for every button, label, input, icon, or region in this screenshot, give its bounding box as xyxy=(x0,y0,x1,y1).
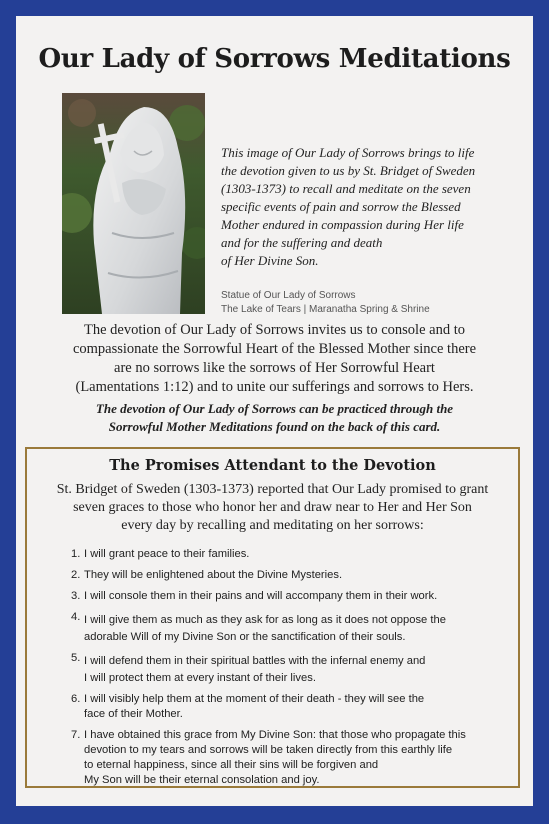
caption-line: Statue of Our Lady of Sorrows xyxy=(221,290,356,301)
promises-list xyxy=(71,547,511,794)
prayer-card xyxy=(16,16,533,806)
devotion-line: compassionate the Sorrowful Heart of the Blessed Mother since there xyxy=(72,341,477,357)
photo-caption xyxy=(221,289,430,317)
intro-line: specific events of pain and sorrow the Blessed xyxy=(221,199,461,214)
promise-item xyxy=(71,568,511,583)
devotion-line: The devotion of Our Lady of Sorrows invites us to console and to xyxy=(84,322,465,338)
promise-line: I will grant peace to their families. xyxy=(84,548,250,560)
intro-line: of Her Divine Son. xyxy=(221,253,319,268)
intro-line: (1303-1373) to recall and meditate on the seven xyxy=(221,181,471,196)
promise-line: devotion to my tears and sorrows will be taken directly from this earthly life xyxy=(84,744,453,756)
promise-number: 3. xyxy=(71,590,81,602)
intro-line: the devotion given to us by St. Bridget of Sweden xyxy=(221,163,476,178)
intro-line: and for the suffering and death xyxy=(221,235,383,250)
promise-line: adorable Will of my Divine Son or the sanctification of their souls. xyxy=(84,631,406,643)
promise-line: I will visibly help them at the moment of their death - they will see the xyxy=(84,693,425,705)
promise-number: 7. xyxy=(71,729,81,741)
promise-line: My Son will be their eternal consolation and joy. xyxy=(84,774,320,786)
promise-item xyxy=(71,610,511,645)
promises-intro xyxy=(33,481,512,535)
promise-item xyxy=(71,692,511,722)
intro-line: This image of Our Lady of Sorrows brings to life xyxy=(221,145,475,160)
statue-photo xyxy=(62,93,205,314)
promise-item xyxy=(71,728,511,788)
promise-line: I will give them as much as they ask for as long as it does not oppose the xyxy=(84,614,446,626)
promises-intro-line: St. Bridget of Sweden (1303-1373) reported that Our Lady promised to grant xyxy=(56,482,489,497)
intro-line: Mother endured in compassion during Her life xyxy=(221,217,464,232)
caption-line: The Lake of Tears | Maranatha Spring & Shrine xyxy=(221,304,430,315)
promise-number: 5. xyxy=(71,652,81,664)
page-title: Our Lady of Sorrows Meditations xyxy=(38,44,511,74)
promises-intro-line: seven graces to those who honor her and draw near to Her and Her Son xyxy=(73,500,472,515)
practice-line: Sorrowful Mother Meditations found on the back of this card. xyxy=(108,419,441,434)
promise-line: I have obtained this grace from My Divine Son: that those who propagate this xyxy=(84,729,466,741)
promise-line: They will be enlightened about the Divine Mysteries. xyxy=(84,569,343,581)
promise-item xyxy=(71,651,511,686)
promise-line: face of their Mother. xyxy=(84,708,183,720)
intro-text xyxy=(221,144,501,270)
promise-item xyxy=(71,589,511,604)
promises-title: The Promises Attendant to the Devotion xyxy=(109,457,436,474)
devotion-line: (Lamentations 1:12) and to unite our sufferings and sorrows to Hers. xyxy=(75,379,474,395)
promise-number: 6. xyxy=(71,693,81,705)
practice-line: The devotion of Our Lady of Sorrows can be practiced through the xyxy=(95,401,454,416)
promise-item xyxy=(71,547,511,562)
promise-line: I will defend them in their spiritual battles with the infernal enemy and xyxy=(84,655,426,667)
promise-line: I will protect them at every instant of their lives. xyxy=(84,672,316,684)
promises-box xyxy=(25,447,520,788)
devotion-line: are no sorrows like the sorrows of Her Sorrowful Heart xyxy=(114,360,435,376)
promise-number: 1. xyxy=(71,548,81,560)
promise-number: 4. xyxy=(71,611,81,623)
promise-number: 2. xyxy=(71,569,81,581)
devotion-paragraph xyxy=(36,321,513,397)
promise-line: I will console them in their pains and will accompany them in their work. xyxy=(84,590,438,602)
promises-intro-line: every day by recalling and meditating on her sorrows: xyxy=(121,518,424,533)
promise-line: to eternal happiness, since all their sins will be forgiven and xyxy=(84,759,379,771)
practice-note xyxy=(36,400,513,436)
